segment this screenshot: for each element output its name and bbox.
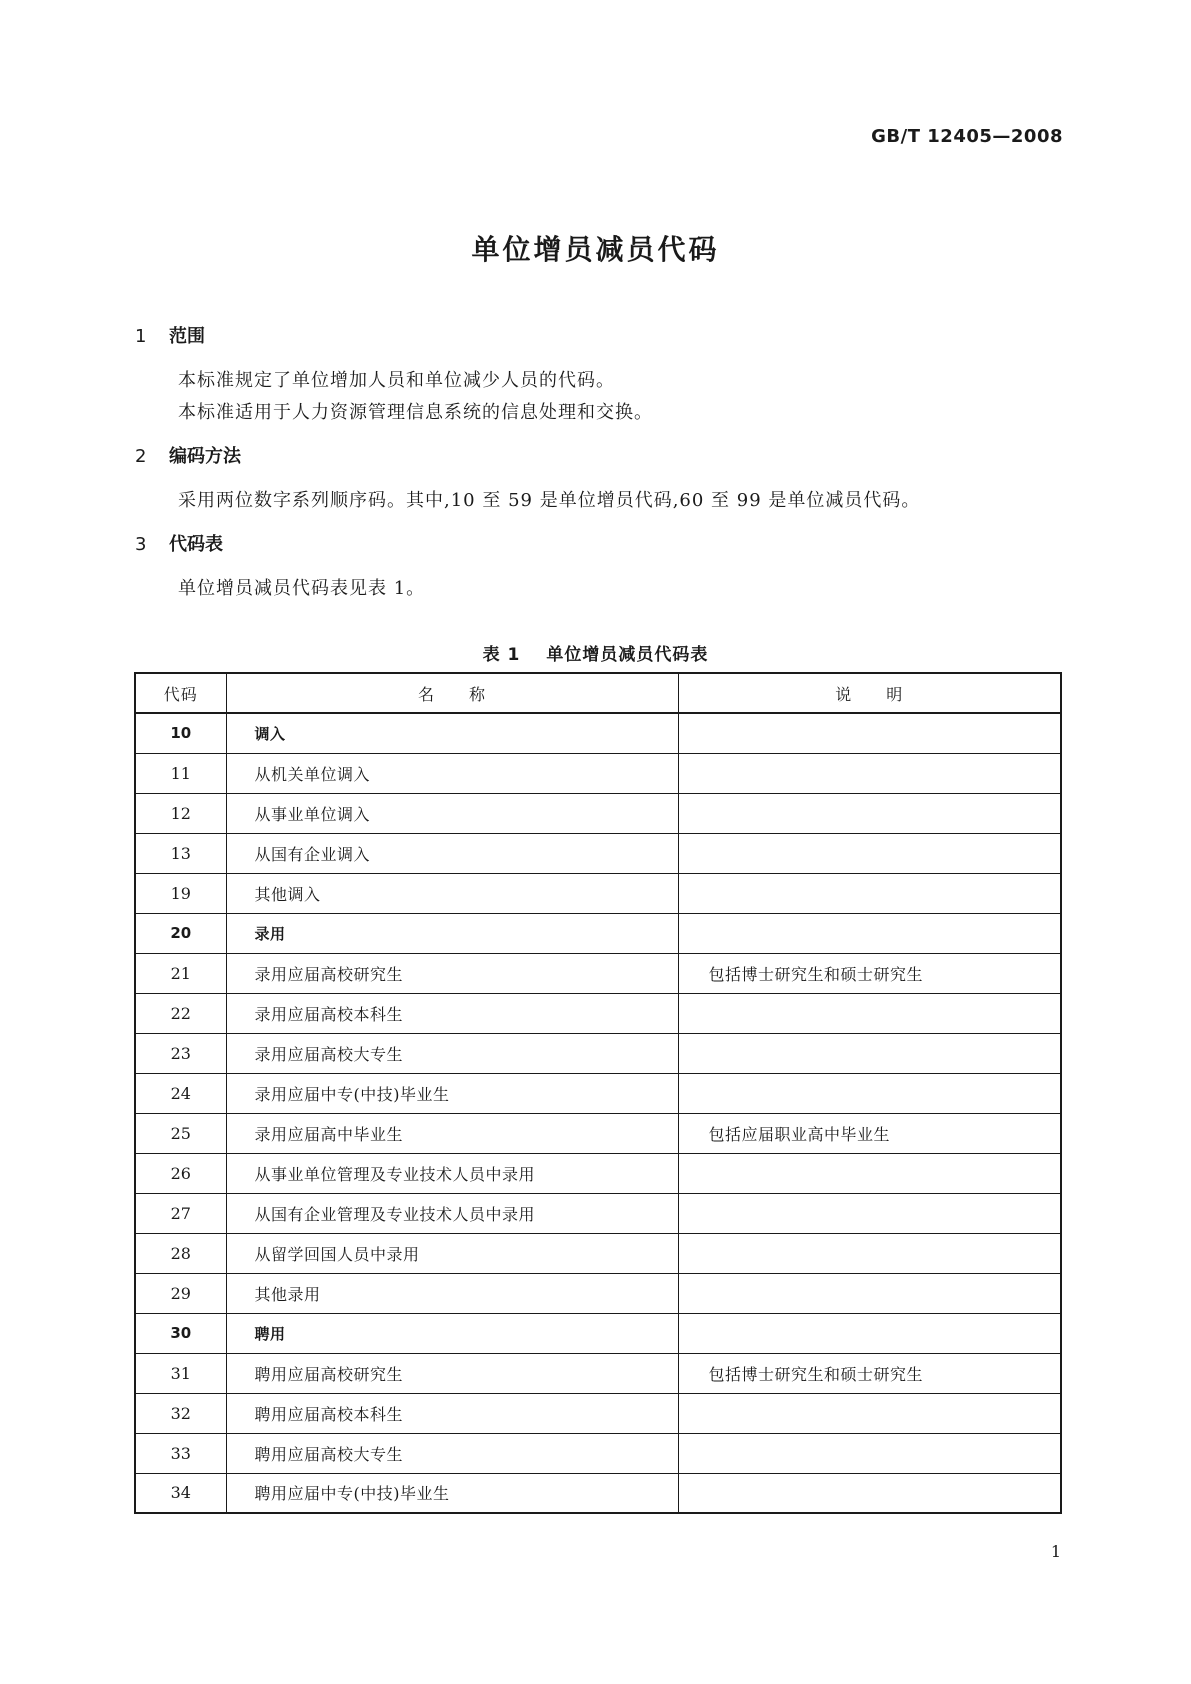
name-cell: 从国有企业调入 bbox=[226, 833, 678, 873]
column-header-code: 代码 bbox=[135, 673, 226, 713]
name-cell: 录用应届高中毕业生 bbox=[226, 1113, 678, 1153]
name-cell: 录用应届高校研究生 bbox=[226, 953, 678, 993]
table-row bbox=[135, 753, 1061, 793]
name-cell: 从事业单位管理及专业技术人员中录用 bbox=[226, 1153, 678, 1193]
code-cell: 21 bbox=[135, 953, 226, 993]
section-heading-coding-method bbox=[135, 442, 241, 468]
note-cell bbox=[678, 1233, 1061, 1273]
note-cell bbox=[678, 1313, 1061, 1353]
name-cell: 录用应届高校本科生 bbox=[226, 993, 678, 1033]
table-row bbox=[135, 713, 1061, 753]
section-title: 编码方法 bbox=[169, 446, 241, 467]
table-row bbox=[135, 1353, 1061, 1393]
name-cell: 从留学回国人员中录用 bbox=[226, 1233, 678, 1273]
note-cell bbox=[678, 1273, 1061, 1313]
name-cell: 其他录用 bbox=[226, 1273, 678, 1313]
note-cell: 包括博士研究生和硕士研究生 bbox=[678, 1353, 1061, 1393]
code-cell: 24 bbox=[135, 1073, 226, 1113]
code-cell: 26 bbox=[135, 1153, 226, 1193]
code-cell: 11 bbox=[135, 753, 226, 793]
name-cell: 聘用应届中专(中技)毕业生 bbox=[226, 1473, 678, 1513]
code-table bbox=[134, 672, 1062, 1514]
table-row bbox=[135, 873, 1061, 913]
name-cell: 从事业单位调入 bbox=[226, 793, 678, 833]
name-cell: 录用应届高校大专生 bbox=[226, 1033, 678, 1073]
section-heading-scope bbox=[135, 322, 205, 348]
note-cell: 包括博士研究生和硕士研究生 bbox=[678, 953, 1061, 993]
code-cell: 19 bbox=[135, 873, 226, 913]
table-row bbox=[135, 1233, 1061, 1273]
table-row bbox=[135, 793, 1061, 833]
code-cell: 23 bbox=[135, 1033, 226, 1073]
code-cell: 32 bbox=[135, 1393, 226, 1433]
table-row bbox=[135, 1393, 1061, 1433]
section-paragraph: 采用两位数字系列顺序码。其中,10 至 59 是单位增员代码,60 至 99 是单位减员代码。 bbox=[178, 490, 921, 511]
note-cell bbox=[678, 873, 1061, 913]
code-cell: 29 bbox=[135, 1273, 226, 1313]
name-cell: 聘用应届高校研究生 bbox=[226, 1353, 678, 1393]
table-row bbox=[135, 1113, 1061, 1153]
note-cell bbox=[678, 1193, 1061, 1233]
section-title: 范围 bbox=[169, 326, 205, 347]
table-row bbox=[135, 1153, 1061, 1193]
name-cell: 调入 bbox=[226, 713, 678, 753]
code-cell: 33 bbox=[135, 1433, 226, 1473]
table-caption bbox=[0, 640, 1191, 665]
note-cell bbox=[678, 793, 1061, 833]
name-cell: 聘用应届高校大专生 bbox=[226, 1433, 678, 1473]
code-cell: 30 bbox=[135, 1313, 226, 1353]
code-cell: 28 bbox=[135, 1233, 226, 1273]
standard-code: GB/T 12405—2008 bbox=[871, 126, 1063, 147]
note-cell bbox=[678, 1473, 1061, 1513]
table-row bbox=[135, 1193, 1061, 1233]
table-row bbox=[135, 953, 1061, 993]
note-cell bbox=[678, 913, 1061, 953]
table-row bbox=[135, 1273, 1061, 1313]
column-header-note: 说 明 bbox=[678, 673, 1061, 713]
column-header-name: 名 称 bbox=[226, 673, 678, 713]
note-cell bbox=[678, 1433, 1061, 1473]
table-row bbox=[135, 1033, 1061, 1073]
table-row bbox=[135, 833, 1061, 873]
page-number: 1 bbox=[1050, 1542, 1061, 1561]
section-paragraph: 本标准规定了单位增加人员和单位减少人员的代码。 bbox=[178, 370, 615, 391]
note-cell bbox=[678, 1033, 1061, 1073]
code-cell: 31 bbox=[135, 1353, 226, 1393]
table-header-row bbox=[135, 673, 1061, 713]
code-cell: 22 bbox=[135, 993, 226, 1033]
name-cell: 从机关单位调入 bbox=[226, 753, 678, 793]
section-title: 代码表 bbox=[169, 534, 223, 555]
section-heading-code-table bbox=[135, 530, 223, 556]
code-cell: 27 bbox=[135, 1193, 226, 1233]
table-row bbox=[135, 1433, 1061, 1473]
note-cell bbox=[678, 993, 1061, 1033]
code-cell: 20 bbox=[135, 913, 226, 953]
name-cell: 聘用应届高校本科生 bbox=[226, 1393, 678, 1433]
name-cell: 从国有企业管理及专业技术人员中录用 bbox=[226, 1193, 678, 1233]
note-cell bbox=[678, 833, 1061, 873]
note-cell: 包括应届职业高中毕业生 bbox=[678, 1113, 1061, 1153]
note-cell bbox=[678, 1153, 1061, 1193]
table-row bbox=[135, 913, 1061, 953]
table-caption-title: 单位增员减员代码表 bbox=[546, 645, 709, 665]
name-cell: 聘用 bbox=[226, 1313, 678, 1353]
name-cell: 录用应届中专(中技)毕业生 bbox=[226, 1073, 678, 1113]
section-number: 2 bbox=[135, 446, 147, 467]
table-caption-number: 表 1 bbox=[482, 645, 521, 665]
document-title: 单位增员减员代码 bbox=[471, 233, 720, 266]
table-row bbox=[135, 993, 1061, 1033]
table-row bbox=[135, 1473, 1061, 1513]
name-cell: 录用 bbox=[226, 913, 678, 953]
code-cell: 13 bbox=[135, 833, 226, 873]
section-paragraph: 单位增员减员代码表见表 1。 bbox=[178, 578, 426, 599]
table-row bbox=[135, 1313, 1061, 1353]
section-number: 3 bbox=[135, 534, 147, 555]
section-paragraph: 本标准适用于人力资源管理信息系统的信息处理和交换。 bbox=[178, 402, 653, 423]
code-cell: 10 bbox=[135, 713, 226, 753]
table-row bbox=[135, 1073, 1061, 1113]
code-cell: 34 bbox=[135, 1473, 226, 1513]
code-cell: 12 bbox=[135, 793, 226, 833]
name-cell: 其他调入 bbox=[226, 873, 678, 913]
code-cell: 25 bbox=[135, 1113, 226, 1153]
note-cell bbox=[678, 1073, 1061, 1113]
note-cell bbox=[678, 753, 1061, 793]
note-cell bbox=[678, 713, 1061, 753]
note-cell bbox=[678, 1393, 1061, 1433]
section-number: 1 bbox=[135, 326, 147, 347]
